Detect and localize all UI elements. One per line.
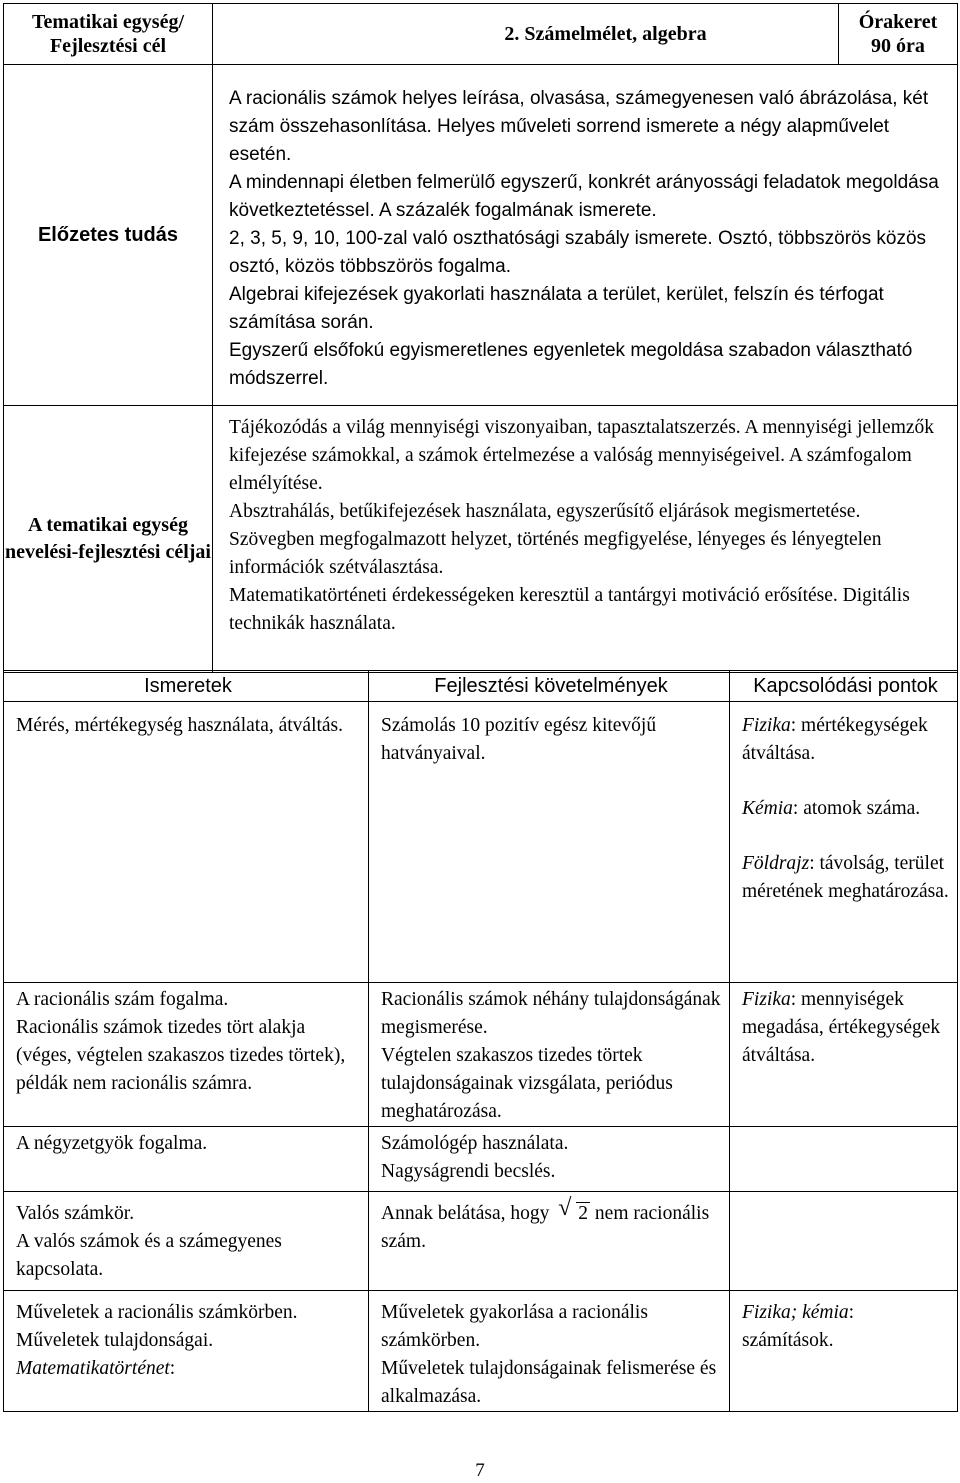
knowledge-italic: Matematikatörténet	[16, 1358, 170, 1379]
connections-cell	[730, 1192, 958, 1291]
knowledge-text	[16, 1355, 360, 1383]
knowledge-text: Valós számkör.	[16, 1203, 135, 1224]
table-row	[4, 702, 958, 983]
square-root-symbol	[558, 1195, 590, 1228]
requirements-cell	[369, 1127, 730, 1192]
connection-item	[742, 986, 949, 1070]
connection-item	[742, 1299, 949, 1355]
connection-text: : mértékegységek átváltása.	[742, 715, 928, 764]
requirements-cell	[369, 702, 730, 983]
connection-subject: Kémia	[742, 798, 793, 819]
goals-paragraph: Tájékozódás a világ mennyiségi viszonyaiban, tapasztalatszerzés. A mennyiségi jellemzők kifejezése számokkal, a számok értelmezése a valóság mennyiségeivel. A számfogalom elmélyítése.	[229, 417, 935, 494]
requirements-text: Műveletek gyakorlása a racionális számkörben.	[381, 1302, 648, 1351]
connection-subject: Fizika; kémia	[742, 1302, 849, 1323]
knowledge-text: A négyzetgyök fogalma.	[16, 1133, 208, 1154]
knowledge-text: A valós számok és a számegyenes kapcsolata.	[16, 1231, 282, 1280]
requirements-text: Racionális számok néhány tulajdonságának megismerése.	[381, 989, 721, 1038]
knowledge-text: Műveletek tulajdonságai.	[16, 1330, 214, 1351]
topic-header-cell	[4, 4, 213, 65]
knowledge-text: A racionális szám fogalma.	[16, 989, 229, 1010]
connections-cell	[730, 1291, 958, 1412]
knowledge-cell	[4, 1192, 369, 1291]
hours-value: 90 óra	[871, 35, 925, 57]
prior-knowledge-paragraph: A racionális számok helyes leírása, olvasása, számegyenesen való ábrázolása, két szám összehasonlítása. Helyes műveleti sorrend ismerete a négy alapművelet esetén.	[229, 88, 929, 165]
prior-knowledge-paragraph: Algebrai kifejezések gyakorlati használata a terület, kerület, felszín és térfogat számítása során.	[229, 284, 884, 333]
knowledge-cell	[4, 1127, 369, 1192]
prior-knowledge-paragraph: Egyszerű elsőfokú egyismeretlenes egyenletek megoldása szabadon választható módszerrel.	[229, 340, 913, 389]
connection-text: : atomok száma.	[792, 798, 921, 819]
column-header-requirements: Fejlesztési követelmények	[369, 671, 730, 702]
table-row	[4, 1192, 958, 1291]
requirements-cell	[369, 1291, 730, 1412]
prior-knowledge-paragraph: A mindennapi életben felmerülő egyszerű, konkrét arányossági feladatok megoldása következtetéssel. A százalék fogalmának ismerete.	[229, 172, 939, 221]
knowledge-text: Mérés, mértékegység használata, átváltás.	[16, 715, 344, 736]
column-header-knowledge: Ismeretek	[4, 671, 369, 702]
table-row	[4, 1127, 958, 1192]
knowledge-cell	[4, 702, 369, 983]
requirements-text-pre: Annak belátása, hogy	[381, 1203, 550, 1224]
connection-text: : számítások.	[742, 1302, 855, 1351]
connection-item	[742, 850, 949, 906]
requirements-text: Nagyságrendi becslés.	[381, 1161, 556, 1182]
prior-knowledge-paragraph: 2, 3, 5, 9, 10, 100-zal való oszthatósági szabály ismerete. Osztó, többszörös közös osztó, közös többszörös fogalma.	[229, 228, 927, 277]
prior-knowledge-content	[213, 65, 958, 406]
table-row	[4, 1291, 958, 1412]
requirements-text: Számolás 10 pozitív egész kitevőjű hatványaival.	[381, 715, 657, 764]
knowledge-cell	[4, 1291, 369, 1412]
table-row	[4, 983, 958, 1127]
knowledge-cell	[4, 983, 369, 1127]
goals-paragraph: Matematikatörténeti érdekességeken keresztül a tantárgyi motiváció erősítése. Digitális technikák használata.	[229, 585, 910, 634]
prior-knowledge-label: Előzetes tudás	[4, 65, 213, 406]
requirements-text: Számológép használata.	[381, 1133, 569, 1154]
connections-cell	[730, 702, 958, 983]
connection-subject: Földrajz	[742, 853, 810, 874]
connections-cell	[730, 1127, 958, 1192]
topic-title: 2. Számelmélet, algebra	[213, 4, 839, 65]
requirements-cell	[369, 1192, 730, 1291]
connection-item	[742, 795, 949, 823]
goals-label: A tematikai egység nevelési-fejlesztési céljai	[4, 406, 213, 673]
topic-header-line1: Tematikai egység/	[31, 11, 185, 33]
connections-cell	[730, 983, 958, 1127]
connection-text: : mennyiségek megadása, értékegységek átváltása.	[742, 989, 941, 1066]
requirements-text: Végtelen szakaszos tizedes törtek tulajdonságainak vizsgálata, periódus meghatározása.	[381, 1045, 673, 1122]
connection-subject: Fizika	[742, 715, 791, 736]
requirements-text-post: nem racionális szám.	[381, 1203, 710, 1252]
topic-table	[3, 3, 958, 673]
requirements-text: Műveletek tulajdonságainak felismerése és alkalmazása.	[381, 1358, 717, 1407]
radical-sign-icon: √	[558, 1195, 572, 1221]
knowledge-text: Racionális számok tizedes tört alakja (véges, végtelen szakaszos tizedes törtek), példák nem racionális számra.	[16, 1017, 346, 1094]
connection-text: : távolság, terület méretének meghatározása.	[742, 853, 949, 902]
radicand: 2	[578, 1203, 589, 1224]
column-header-connections: Kapcsolódási pontok	[730, 671, 958, 702]
goals-paragraph: Absztrahálás, betűkifejezések használata, egyszerűsítő eljárások megismertetése.	[229, 501, 861, 522]
requirements-text	[381, 1195, 721, 1256]
hours-cell	[839, 4, 958, 65]
knowledge-text: Műveletek a racionális számkörben.	[16, 1302, 298, 1323]
requirements-cell	[369, 983, 730, 1127]
topic-header-line2: Fejlesztési cél	[49, 35, 167, 57]
content-table	[3, 670, 958, 1412]
goals-content	[213, 406, 958, 673]
knowledge-italic-suffix: :	[169, 1358, 176, 1379]
connection-item	[742, 712, 949, 768]
connection-subject: Fizika	[742, 989, 791, 1010]
goals-paragraph: Szövegben megfogalmazott helyzet, történés megfigyelése, lényeges és lényegtelen információk szétválasztása.	[229, 529, 882, 578]
hours-label: Órakeret	[858, 11, 938, 33]
page-number: 7	[475, 1460, 485, 1481]
